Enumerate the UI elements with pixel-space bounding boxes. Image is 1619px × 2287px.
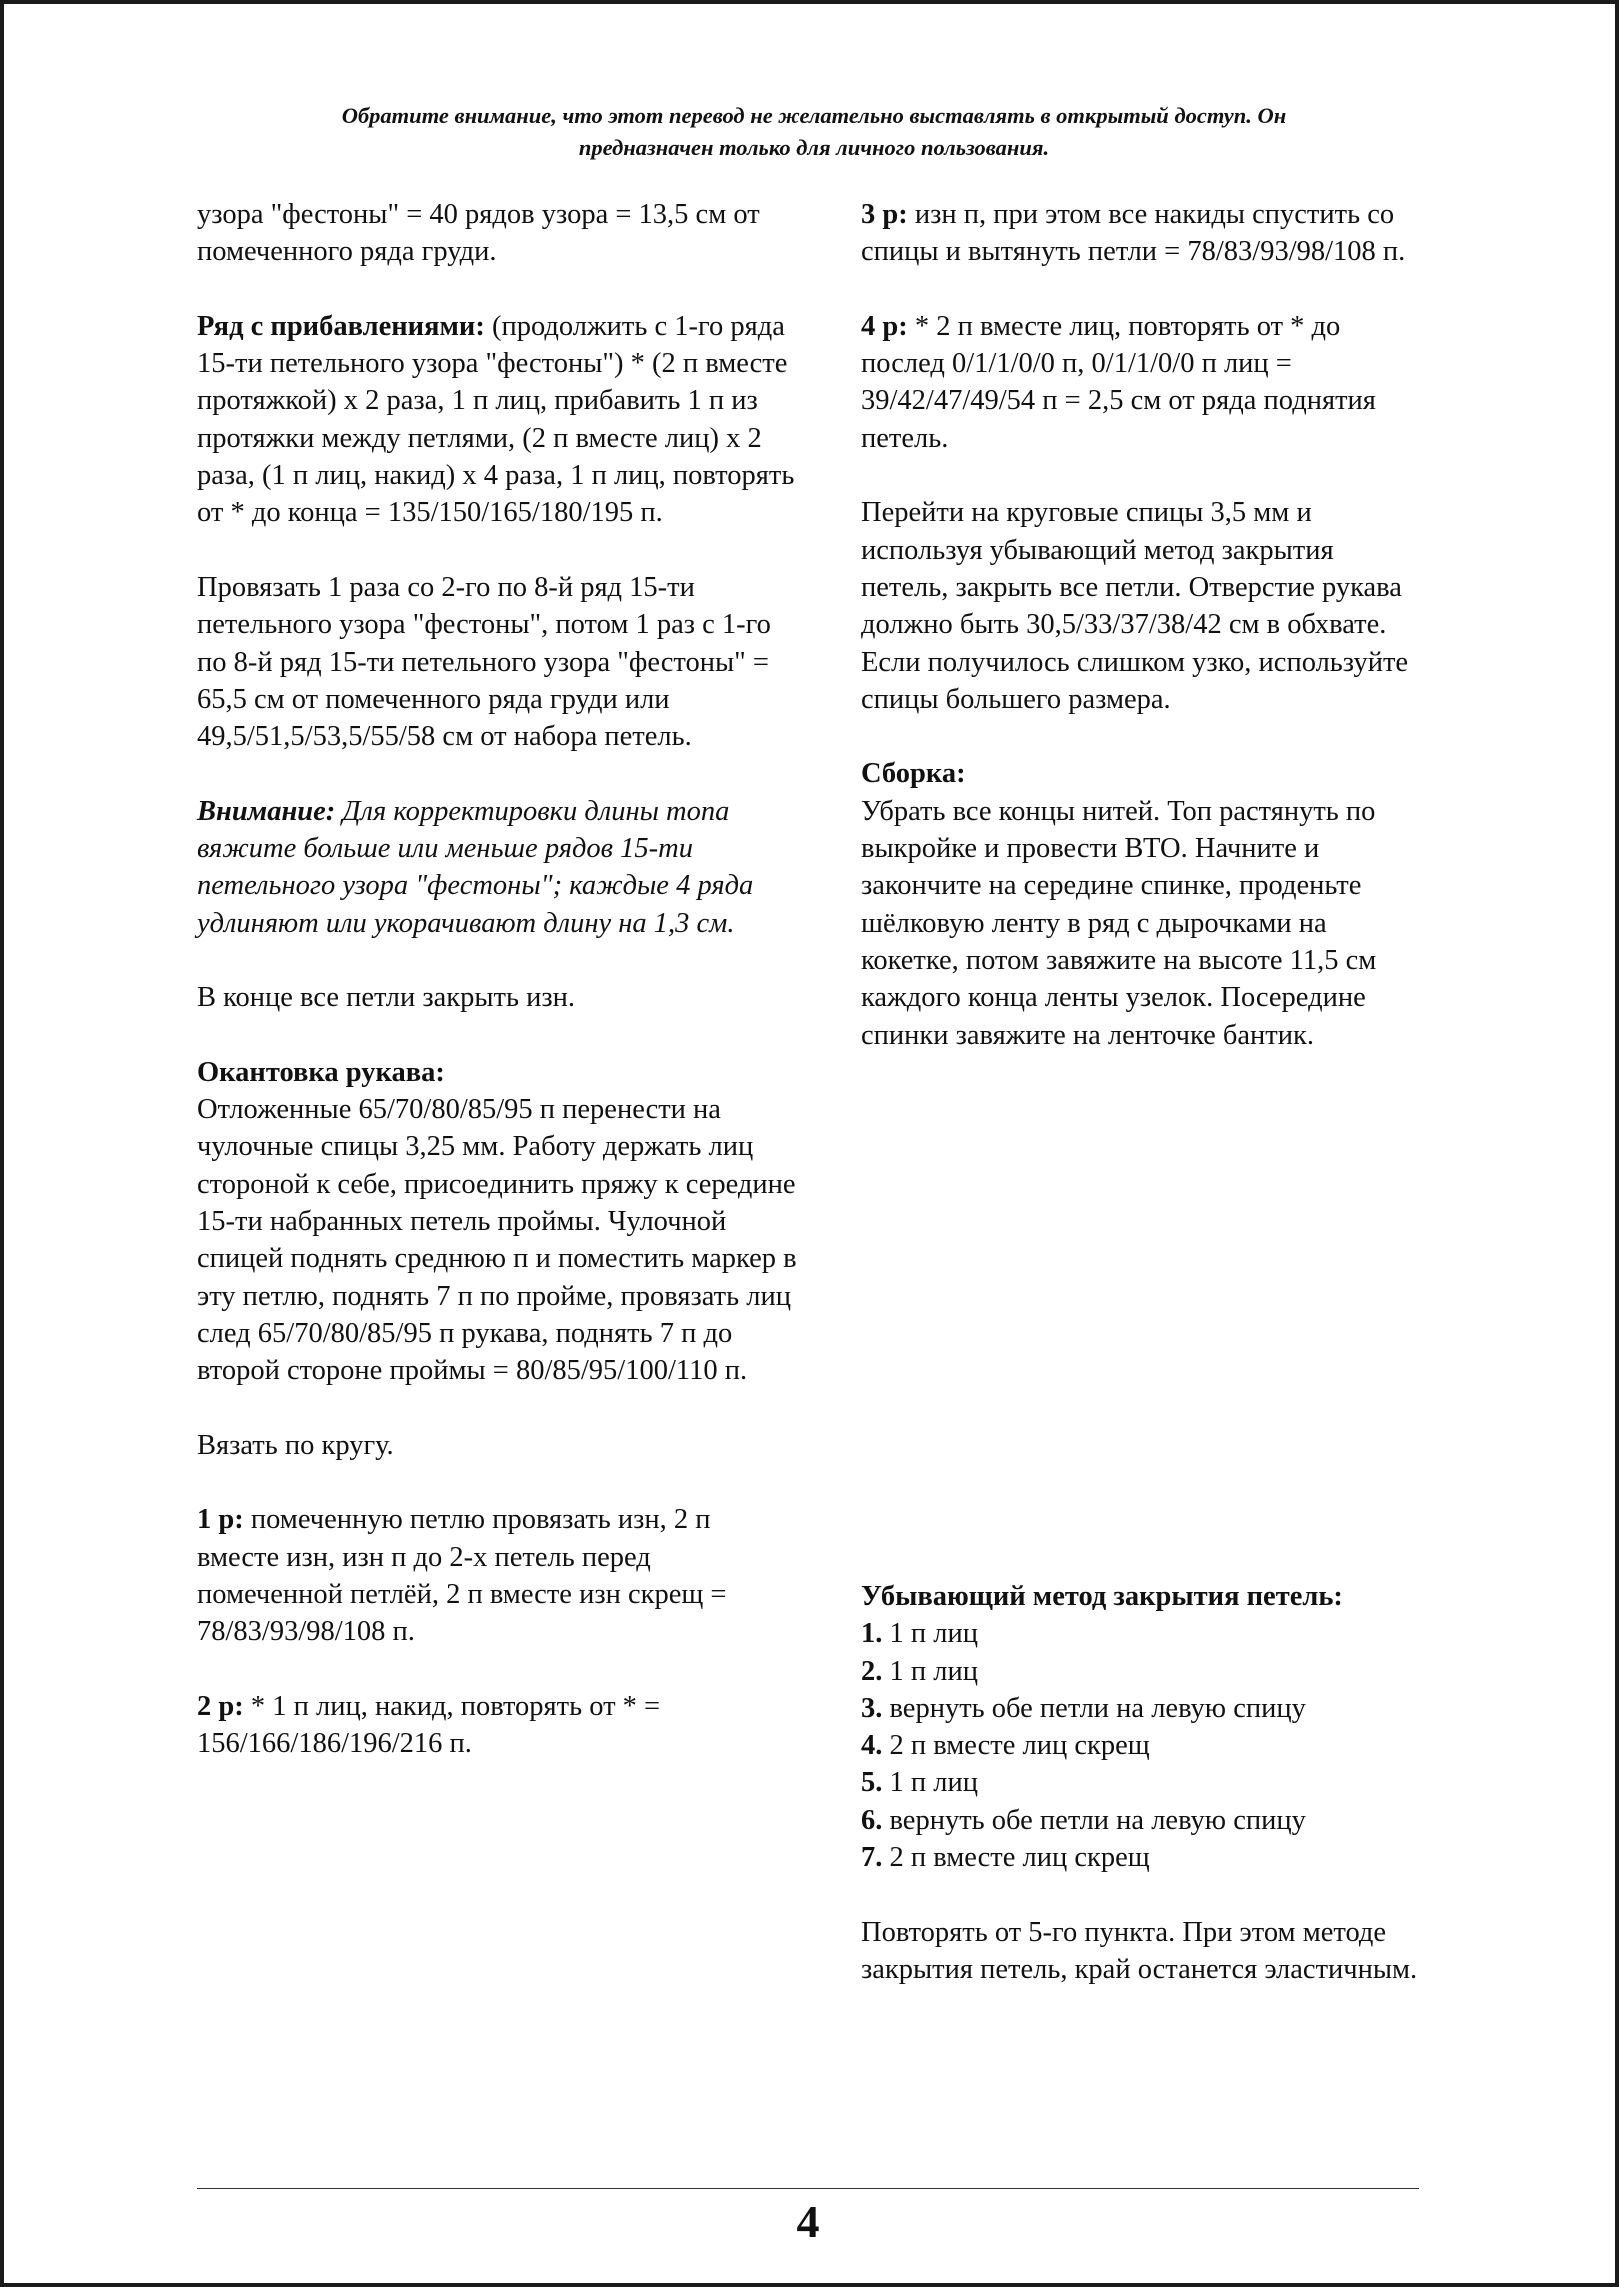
step-text: вернуть обе петли на левую спицу [882,1804,1306,1836]
bind-off-method [861,1578,1421,2026]
row-3-text: изн п, при этом все накиды спустить со спицы и вытянуть петли = 78/83/93/98/108 п. [861,199,1406,268]
privacy-notice-line-2: предназначен только для личного пользования. [578,135,1050,160]
bind-off-step [861,1653,1421,1690]
bind-off-step [861,1764,1421,1801]
increase-row-text: (продолжить с 1-го ряда 15-ти петельного узора "фестоны") * (2 п вместе протяжкой) x 2 раза, 1 п лиц, прибавить 1 п из протяжки между петлями, (2 п вместе лиц) x 2 раза, (1 п лиц, накид) x 4 раза, 1 п лиц, повторять от * до конца = 135/150/165/180/195 п. [197,310,795,529]
step-text: 2 п вместе лиц скрещ [882,1730,1150,1762]
heading-assembly: Сборка: [861,758,966,790]
paragraph-bind-off-purl: В конце все петли закрыть изн. [197,982,575,1014]
step-number: 1. [861,1618,883,1650]
attention-text: Для корректировки длины топа вяжите больше или меньше рядов 15-ти петельного узора "фестоны"; каждые 4 ряда удлиняют или укорачивают длину на 1,3 см. [197,795,754,939]
label-row-3: 3 р: [861,199,908,230]
bind-off-step [861,1802,1421,1839]
paragraph-sleeve-edging [197,1054,797,1390]
step-text: 2 п вместе лиц скрещ [882,1842,1150,1874]
bind-off-step [861,1615,1421,1652]
assembly-text: Убрать все концы нитей. Топ растянуть по выкройке и провести ВТО. Начните и закончите на середине спинке, проденьте шёлковую ленту в ряд с дырочками на кокетке, потом завяжите на высоте 11,5 см каждого конца ленты узелок. Посередине спинки завяжите на ленточке бантик. [861,795,1377,1051]
step-number: 6. [861,1804,883,1836]
paragraph-repeat-rows: Провязать 1 раза со 2-го по 8-й ряд 15-ти петельного узора "фестоны", потом 1 раз с 1-го по 8-й ряд 15-ти петельного узора "фестоны" = 65,5 см от помеченного ряда груди или 49,5/51,5/53,5/55/58 см от набора петель. [197,571,771,753]
paragraph-row-1 [197,1501,797,1650]
paragraph-row-2 [197,1688,797,1763]
paragraph-attention [197,793,797,942]
paragraph-pattern-length: узора "фестоны" = 40 рядов узора = 13,5 см от помеченного ряда груди. [197,199,760,268]
bind-off-step [861,1727,1421,1764]
privacy-notice [164,100,1464,164]
row-2-text: * 1 п лиц, накид, повторять от * = 156/166/186/196/216 п. [197,1690,661,1760]
paragraph-assembly [861,755,1421,1053]
step-number: 4. [861,1730,883,1762]
paragraph-row-4 [861,308,1421,457]
heading-sleeve-edging: Окантовка рукава: [197,1056,445,1088]
bind-off-step [861,1839,1421,1876]
page-number: 4 [796,2196,820,2247]
step-text: 1 п лиц [882,1618,978,1650]
step-text: 1 п лиц [882,1767,978,1799]
row-1-text: помеченную петлю провязать изн, 2 п вместе изн, изн п до 2-х петель перед помеченной петлёй, 2 п вместе изн скрещ = 78/83/93/98/108 п. [197,1504,727,1648]
row-4-text: * 2 п вместе лиц, повторять от * до послед 0/1/1/0/0 п, 0/1/1/0/0 п лиц = 39/42/47/49/54 п = 2,5 см от ряда поднятия петель. [861,310,1376,454]
sleeve-edging-text: Отложенные 65/70/80/85/95 п перенести на чулочные спицы 3,25 мм. Работу держать лиц стороной к себе, присоединить пряжу к середине 15-ти набранных петель проймы. Чулочной спицей поднять среднюю п и поместить маркер в эту петлю, поднять 7 п по пройме, провязать лиц след 65/70/80/85/95 п рукава, поднять 7 п до второй стороне проймы = 80/85/95/100/110 п. [197,1094,797,1387]
step-number: 2. [861,1655,883,1687]
heading-bind-off-method: Убывающий метод закрытия петель: [861,1581,1343,1612]
paragraph-bind-off-note: Повторять от 5-го пункта. При этом методе закрытия петель, край останется эластичным. [861,1916,1418,1985]
step-number: 3. [861,1692,883,1724]
right-column [861,196,1421,1985]
label-row-4: 4 р: [861,310,908,342]
label-row-2: 2 р: [197,1690,244,1722]
paragraph-knit-in-round: Вязать по кругу. [197,1429,394,1461]
heading-increase-row: Ряд с прибавлениями: [197,310,485,342]
paragraph-increase-row [197,308,797,532]
privacy-notice-line-1: Обратите внимание, что этот перевод не желательно выставлять в открытый доступ. Он [341,103,1287,128]
heading-attention: Внимание: [197,795,336,827]
bind-off-step [861,1690,1421,1727]
step-text: 1 п лиц [882,1655,978,1687]
step-text: вернуть обе петли на левую спицу [882,1692,1306,1724]
step-number: 7. [861,1842,883,1874]
paragraph-circular-needles: Перейти на круговые спицы 3,5 мм и используя убывающий метод закрытия петель, закрыть все петли. Отверстие рукава должно быть 30,5/33/37/38/42 см в обхвате. Если получилось слишком узко, используйте спицы большего размера. [861,497,1409,715]
label-row-1: 1 р: [197,1504,244,1536]
footer-divider [197,2188,1419,2189]
left-column [197,196,797,1800]
paragraph-row-3 [861,196,1421,271]
step-number: 5. [861,1767,883,1799]
